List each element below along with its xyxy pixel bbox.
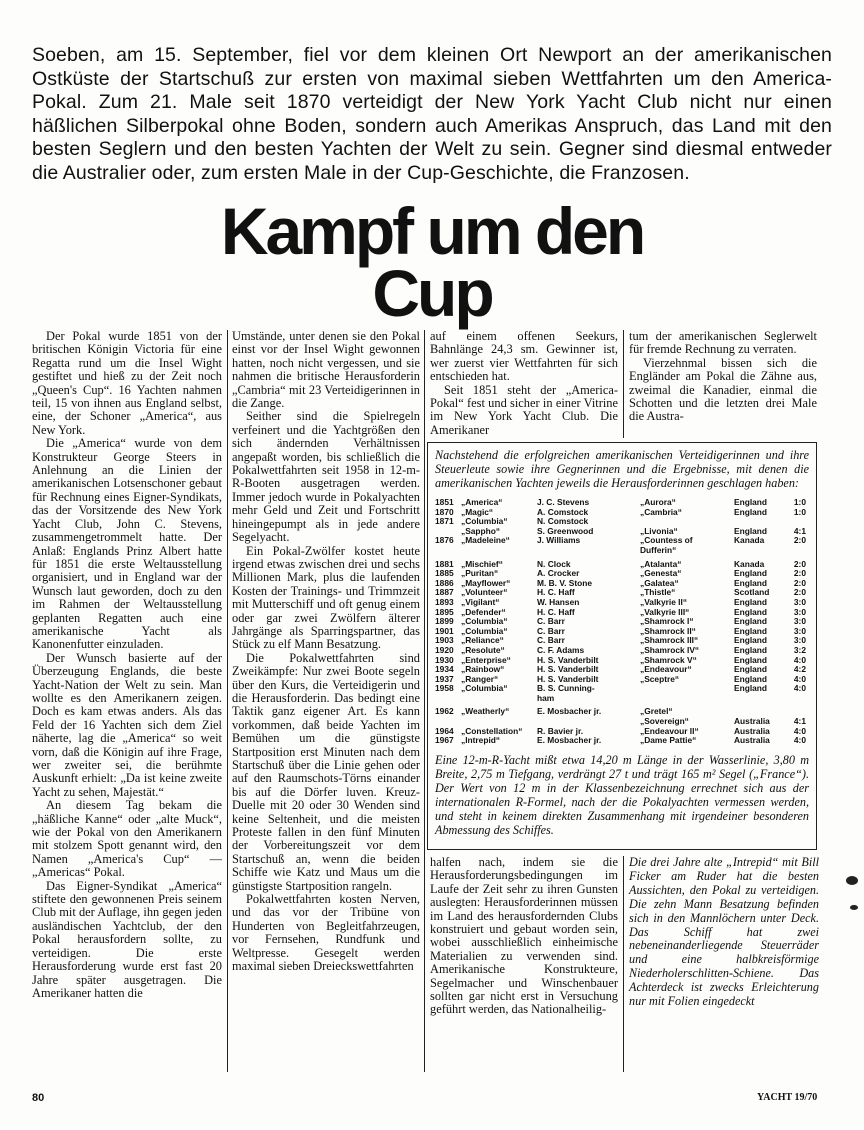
row-challenger: „Thistle“ [640,587,676,598]
row-score: 4:0 [793,654,806,665]
row-score: 2:0 [793,587,806,598]
row-skipper: J. Williams [537,535,581,546]
row-skipper: E. Mosbacher jr. [537,735,602,746]
row-challenger: „Sovereign“ [640,716,689,727]
row-score [786,703,806,717]
row-challenger: „Atalanta“ [640,558,682,569]
row-country: England [734,596,768,607]
row-defender: „Mayflower“ [461,577,511,588]
row-country: England [734,654,768,665]
row-skipper: W. Hansen [537,596,580,607]
row-defender: „Madeleine“ [461,535,510,546]
row-challenger: „Shamrock I“ [640,616,694,627]
row-defender: „America“ [461,497,503,507]
row-challenger: „Shamrock III“ [640,635,699,646]
row-defender [461,694,537,704]
row-year: 1967 [435,735,454,746]
row-defender: „Puritan“ [461,568,499,579]
results-table [435,498,806,746]
row-score: 2:0 [793,558,806,569]
row-year: 1930 [435,654,454,665]
row-skipper: M. B. V. Stone [537,577,593,588]
row-skipper: ham [537,692,555,703]
headline-line-2: Cup [372,256,492,330]
row-year: 1958 [435,683,454,694]
row-score: 3:0 [793,616,806,627]
row-defender: „Volunteer“ [461,587,508,598]
col1-paragraph: Das Eigner-Syndikat „America“ stiftete den gewonnenen Preis seinem Club mit der Auflage, ihn gegen jeden ausländischen Yachtclub, der den Pokal herausfordern sollte, zu verteidigen. Die erste Herausforderung wurde erst fast 20 Jahre später ausgetragen. Die Amerikaner hatten die [32,878,222,1000]
row-score: 4:0 [793,683,806,694]
scan-speck [850,905,858,910]
row-score: 3:0 [793,606,806,617]
row-skipper: B. S. Cunning- [537,683,595,694]
page-number: 80 [32,1092,45,1104]
row-challenger: „Endeavour“ [640,664,692,675]
row-year: 1937 [435,673,454,684]
row-year: 1920 [435,644,454,655]
table-intro: Nachstehend die erfolgreichen amerikanischen Verteidigerinnen und ihre Steuerleute sowie ihre Gegnerinnen und die Ergebnisse, mit denen die amerikanischen Yachten jeweils die Herausforderinnen geschlagen haben: [435,448,809,490]
row-defender: „Columbia“ [461,625,508,636]
row-year: 1870 [435,506,454,517]
row-country: Scotland [734,587,770,598]
row-country: England [734,497,768,507]
col4-paragraph: Vierzehnmal bissen sich die Engländer am Pokal die Zähne aus, zweimal die Kanadier, einmal die Schotten und die letzten drei Male die Austra- [629,355,817,424]
row-defender: „Columbia“ [461,683,508,694]
col2-paragraph: Umstände, unter denen sie den Pokal einst vor der Insel Wight gewonnen hatten, noch nicht vergessen, und sie nahmen die britische Herausforderin „Cambria“ mit 23 Verteidigerinnen in die Zange. [232,330,420,411]
col4-paragraph: tum der amerikanischen Seglerwelt für fremde Rechnung zu verraten. [629,330,817,357]
row-skipper: H. S. Vanderbilt [537,654,599,665]
row-score: 4:1 [793,525,806,536]
row-challenger: „Shamrock II“ [640,625,696,636]
row-challenger [640,694,734,704]
row-defender: „Vigilant“ [461,596,500,607]
column-rule [227,330,228,1072]
row-challenger: „Gretel“ [640,706,673,717]
row-country: Australia [734,725,770,736]
intro-paragraph: Soeben, am 15. September, fiel vor dem kleinen Ort Newport an der amerikanischen Ostküste der Startschuß zur ersten von maximal sieben Wettfahrten um den America-Pokal. Zum 21. Male seit 1870 verteidigt der New York Yacht Club nicht nur einen häßlichen Silberpokal ohne Boden, sondern auch Amerikas Anspruch, das Land mit den besten Seglern und den besten Yachten der Welt zu sein. Gegner sind diesmal entweder die Australier oder, zum ersten Male in der Cup-Geschichte, die Franzosen. [32,44,832,184]
row-defender: „Sappho“ [461,525,501,536]
row-skipper: C. Barr [537,625,565,636]
photo-caption: Die drei Jahre alte „Intrepid“ mit Bill Ficker am Ruder hat die besten Aussichten, den Pokal zu verteidigen. Die zehn Mann Besatzung befinden sich in den Mannlöchern unter Deck. Das Schiff hat zwei nebeneinanderliegende Steuerräder und eine halbkreisförmige Niederholerschlitten-Schiene. Das Achterdeck ist zwecks Erleichterung nur mit Folien eingedeckt [629,855,819,1009]
row-score: 3:0 [793,596,806,607]
row-country: England [734,568,768,579]
row-country: England [734,644,768,655]
magazine-issue: YACHT 19/70 [757,1092,818,1103]
row-challenger: „Cambria“ [640,506,682,517]
col1-paragraph: An diesem Tag bekam die „häßliche Kanne“ oder „alte Muck“, wie der Pokal von den Amerikanern mit stolzem Spott genannt wird, den Namen „America's Cup“ — „Americas“ Pokal. [32,798,222,880]
col2-paragraph: Die Pokalwettfahrten sind Zweikämpfe: Nur zwei Boote segeln über den Kurs, die Verteidigerin und die Herausforderin. Das bedingt eine Taktik ganz eigener Art. Es kann vorkommen, daß beide Yachten im Bemühen um die günstigste Startposition erst Minuten nach dem Startschuß über die Linie gehen oder auf den Raumschots-Törns einander bis auf die Dörfer luven. Kreuz-Duelle mit 20 oder 30 Wenden sind keine Seltenheit, und die meisten Proteste fallen in den fünf Minuten der Vorbereitungszeit vor dem Startschuß an, wenn die beiden Schiffe wie Katz und Maus um die günstigste Startposition rangeln. [232,650,420,893]
row-challenger: „Livonia“ [640,525,678,536]
row-defender: „Defender“ [461,606,506,617]
row-score: 4:0 [793,735,806,746]
row-year [435,546,461,556]
table-row [435,546,806,556]
col3-paragraph: halfen nach, indem sie die Herausforderungsbedingungen im Laufe der Zeit sehr zu ihren Gunsten auslegten: Herausforderinnen müssen im Land des herausfordernden Clubs konstruiert und gebaut worden sein, wobei ausschließlich einheimische Materialien zu verwenden sind. Amerikanische Konstrukteure, Segelmacher und Winschenbauer sollten gar nicht erst in Versuchung geführt werden, das Nationalheilig- [430,856,618,1017]
row-year: 1851 [435,497,454,507]
row-challenger: „Valkyrie II“ [640,596,688,607]
row-year: 1881 [435,558,454,569]
row-skipper: C. Barr [537,635,565,646]
row-year: 1934 [435,664,454,675]
col3-paragraph: auf einem offenen Seekurs, Bahnlänge 24,3 sm. Gewinner ist, wer zuerst vier Wettfahrten für sich entschieden hat. [430,330,618,384]
row-score: 4:2 [793,664,806,675]
row-score: 3:2 [793,644,806,655]
table-row [435,703,806,717]
row-challenger: „Galatea“ [640,577,679,588]
row-defender: „Reliance“ [461,635,504,646]
row-skipper: E. Mosbacher jr. [537,706,602,717]
photo-caption-box [629,856,819,1056]
column-rule [424,330,425,1072]
row-year: 1886 [435,577,454,588]
scan-speck [846,876,858,885]
row-country: England [734,635,768,646]
row-country: Australia [734,735,770,746]
row-defender [461,546,537,556]
row-challenger: „Endeavour II“ [640,725,699,736]
row-skipper: H. S. Vanderbilt [537,664,599,675]
row-year: 1893 [435,596,454,607]
article-headline [0,194,864,330]
row-country: England [734,506,768,517]
row-year: 1962 [435,706,454,717]
table-row [435,684,806,694]
table-row [435,536,806,546]
row-score [786,546,806,556]
column-3-bottom [430,856,618,1068]
row-score: 4:1 [793,716,806,727]
row-skipper: H. S. Vanderbilt [537,673,599,684]
row-skipper: J. C. Stevens [537,497,590,507]
column-4-top [629,330,817,438]
headline-line-1: Kampf um den [220,194,644,268]
row-defender: „Columbia“ [461,516,508,527]
col2-paragraph: Ein Pokal-Zwölfer kostet heute irgend etwas zwischen drei und sechs Millionen Mark, plus die laufenden Kosten der Trainings- und Trimmzeit mit Mutterschiff und oft genug einem oder gar zwei Zwölfern älterer Jahrgänge als Sparringspartner, das Stück zu elf Mann Besatzung. [232,543,420,652]
row-challenger: „Shamrock V“ [640,654,697,665]
column-rule [623,330,624,438]
row-defender: „Magic“ [461,506,494,517]
row-year: 1899 [435,616,454,627]
row-defender: „Intrepid“ [461,735,501,746]
row-challenger: „Genesta“ [640,568,682,579]
row-year: 1885 [435,568,454,579]
row-score: 1:0 [793,506,806,517]
col1-paragraph: Der Wunsch basierte auf der Überzeugung Englands, die beste Yacht-Nation der Welt zu sein. Man wollte es den Amerikanern zeigen. Doch es kam etwas anders. Als das Feld der 16 Yachten sich dem Ziel näherte, lag die „America“ so weit vorn, daß die Königin auf ihre Frage, wer zweiter sei, die berühmte Auskunft erhielt: „Da ist keine zweite Yacht zu sehen, Majestät.“ [32,650,222,799]
row-score: 3:0 [793,625,806,636]
yacht-specs: Eine 12-m-R-Yacht mißt etwa 14,20 m Länge in der Wasserlinie, 3,80 m Breite, 2,75 m Tiefgang, verdrängt 27 t und trägt 165 m² Segel („France“). Der Wert von 12 m in der Klassenbezeichnung errechnet sich aus der internationalen R-Formel, nach der die Pokalyachten vermessen werden, und steht in keinem direkten Zusammenhang mit irgendeiner besonderen Abmessung des Schiffes. [435,752,809,837]
row-skipper: A. Comstock [537,506,589,517]
row-challenger: „Dame Pattie“ [640,735,697,746]
row-score: 3:0 [793,635,806,646]
row-year: 1871 [435,516,454,527]
row-country: England [734,683,768,694]
row-year [435,694,461,704]
row-country: England [734,577,768,588]
row-defender: „Weatherly“ [461,706,510,717]
col1-paragraph: Der Pokal wurde 1851 von der britischen Königin Victoria für eine Regatta rund um die Insel Wight gestiftet und hieß zu der Zeit noch „Queen's Cup“. 16 Yachten nahmen teil, 15 von ihnen aus England selbst, eine, der Schoner „America“, aus New York. [32,330,222,437]
col2-paragraph: Seither sind die Spielregeln verfeinert und die Yachtgrößen den sich ändernden Verhältnissen angepaßt worden, bis schließlich die Pokalwettfahrten seit 1958 in 12-m-R-Booten ausgetragen werden. Immer jedoch wurde in Pokalyachten mehr Geld und Zeit und Fortschritt hineingepumpt als in jede andere Segelyacht. [232,409,420,545]
row-skipper: S. Greenwood [537,525,594,536]
column-3-top [430,330,618,438]
results-box [427,442,817,850]
row-challenger [640,684,734,694]
row-score: 2:0 [793,577,806,588]
row-score: 2:0 [793,535,806,546]
row-country: England [734,606,768,617]
row-country: Australia [734,716,770,727]
row-score [786,694,806,704]
row-challenger: „Valkyrie III“ [640,606,690,617]
row-challenger: Dufferin“ [640,544,677,555]
row-skipper: C. Barr [537,616,565,627]
col2-paragraph: Pokalwettfahrten kosten Nerven, und das vor der Tribüne von Hunderten von Begleitfahrzeugen, vor Fernsehen, Rundfunk und Weltpresse. Gesegelt werden maximal sieben Dreieckswettfahrten [232,892,420,974]
col1-paragraph: Die „America“ wurde von dem Konstrukteur George Steers in Anlehnung an die Linien der amerikanischen Lotsenschoner gebaut für Rechnung eines Eigner-Syndikats, das der Vorsitzende des New York Yacht Club, John C. Stevens, zusammengetrommelt hatte. Der Anlaß: Englands Prinz Albert hatte für 1851 die erste Weltausstellung organisiert, und in England war der Wunsch laut geworden, doch zu den im Rahmen der Weltausstellung geplanten Regatten auch eine amerikanische Yacht als Kanonenfutter einzuladen. [32,436,222,652]
column-1 [32,330,222,1070]
row-skipper: C. F. Adams [537,644,585,655]
row-year: 1964 [435,725,454,736]
row-defender: „Rainbow“ [461,664,505,675]
row-skipper: R. Bavier jr. [537,725,584,736]
row-challenger: „Aurora“ [640,497,676,507]
row-country [734,703,786,717]
row-defender: „Ranger“ [461,673,499,684]
row-country: England [734,625,768,636]
row-country: Kanada [734,535,765,546]
column-2 [232,330,420,1070]
row-country: England [734,664,768,675]
row-year: 1901 [435,625,454,636]
table-row [435,694,806,704]
row-defender: „Constellation“ [461,725,523,736]
row-defender: „Mischief“ [461,558,503,569]
row-skipper: H. C. Haff [537,606,575,617]
row-defender: „Enterprise“ [461,654,511,665]
row-year: 1887 [435,587,454,598]
row-year: 1876 [435,535,454,546]
row-challenger: „Countess of [640,535,693,546]
row-skipper: A. Crocker [537,568,580,579]
row-country: England [734,616,768,627]
row-country [734,546,786,556]
row-score: 4:0 [793,673,806,684]
row-defender: „Columbia“ [461,616,508,627]
table-row [435,556,806,570]
row-country [734,694,786,704]
row-year: 1903 [435,635,454,646]
row-country: England [734,673,768,684]
row-score: 1:0 [793,497,806,507]
row-country: Kanada [734,558,765,569]
row-challenger: „Shamrock IV“ [640,644,700,655]
col3-paragraph: Seit 1851 steht der „America-Pokal“ fest und sicher in einer Vitrine im New York Yacht Club. Die Amerikaner [430,382,618,437]
row-year: 1895 [435,606,454,617]
row-defender: „Resolute“ [461,644,505,655]
row-challenger: „Sceptre“ [640,673,680,684]
row-skipper [537,546,640,556]
column-rule [623,856,624,1072]
row-country: England [734,525,768,536]
row-score: 4:0 [793,725,806,736]
row-skipper: N. Comstock [537,516,589,527]
table-row [435,736,806,746]
row-skipper: N. Clock [537,558,571,569]
row-skipper: H. C. Haff [537,587,575,598]
row-score: 2:0 [793,568,806,579]
